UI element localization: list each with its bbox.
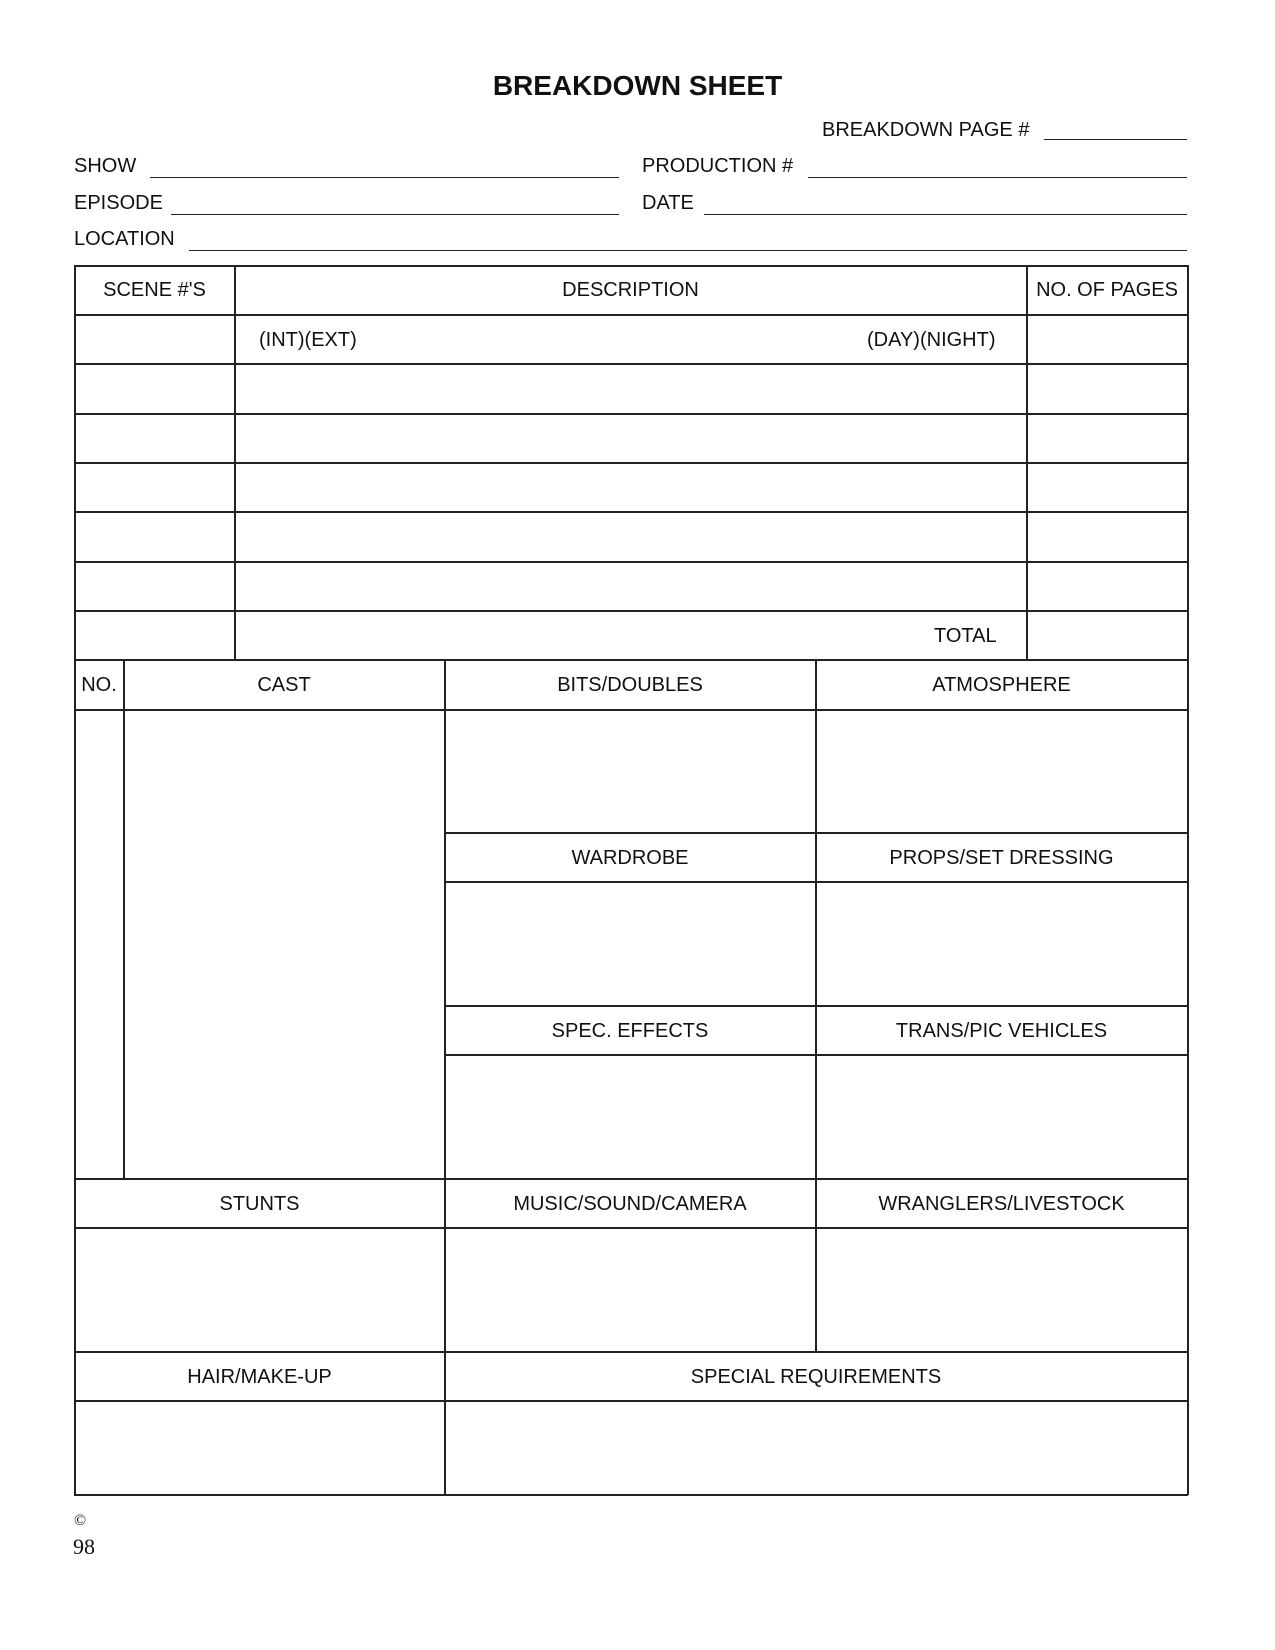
trans-pic-vehicles-header: TRANS/PIC VEHICLES — [895, 1020, 1108, 1042]
special-requirements-header: SPECIAL REQUIREMENTS — [690, 1366, 942, 1388]
wranglers-livestock-header: WRANGLERS/LIVESTOCK — [878, 1193, 1125, 1215]
date-label: DATE — [642, 192, 694, 214]
props-set-dressing-header: PROPS/SET DRESSING — [889, 847, 1114, 869]
pages-header: NO. OF PAGES — [1036, 279, 1178, 301]
total-label: TOTAL — [934, 625, 997, 647]
location-field[interactable] — [189, 250, 1187, 251]
page-title: BREAKDOWN SHEET — [492, 70, 783, 101]
no-header: NO. — [81, 674, 117, 696]
stunts-header: STUNTS — [219, 1193, 300, 1215]
production-field[interactable] — [808, 177, 1187, 178]
breakdown-page-field[interactable] — [1044, 139, 1187, 140]
page-number: 98 — [73, 1534, 95, 1559]
cast-header: CAST — [257, 674, 311, 696]
episode-field[interactable] — [171, 214, 619, 215]
date-field[interactable] — [704, 214, 1187, 215]
music-sound-camera-header: MUSIC/SOUND/CAMERA — [513, 1193, 747, 1215]
int-ext-label: (INT)(EXT) — [259, 329, 357, 351]
hair-makeup-header: HAIR/MAKE-UP — [187, 1366, 332, 1388]
spec-effects-header: SPEC. EFFECTS — [551, 1020, 709, 1042]
atmosphere-header: ATMOSPHERE — [932, 674, 1071, 696]
bits-doubles-header: BITS/DOUBLES — [557, 674, 703, 696]
episode-label: EPISODE — [74, 192, 163, 214]
location-label: LOCATION — [74, 228, 175, 250]
wardrobe-header: WARDROBE — [571, 847, 689, 869]
description-header: DESCRIPTION — [562, 279, 699, 301]
show-label: SHOW — [74, 155, 137, 177]
show-field[interactable] — [150, 177, 619, 178]
scene-number-header: SCENE #'S — [103, 279, 206, 301]
breakdown-page-label: BREAKDOWN PAGE # — [822, 119, 1030, 141]
copyright-symbol: © — [74, 1512, 87, 1529]
day-night-label: (DAY)(NIGHT) — [867, 329, 996, 351]
production-label: PRODUCTION # — [642, 155, 794, 177]
